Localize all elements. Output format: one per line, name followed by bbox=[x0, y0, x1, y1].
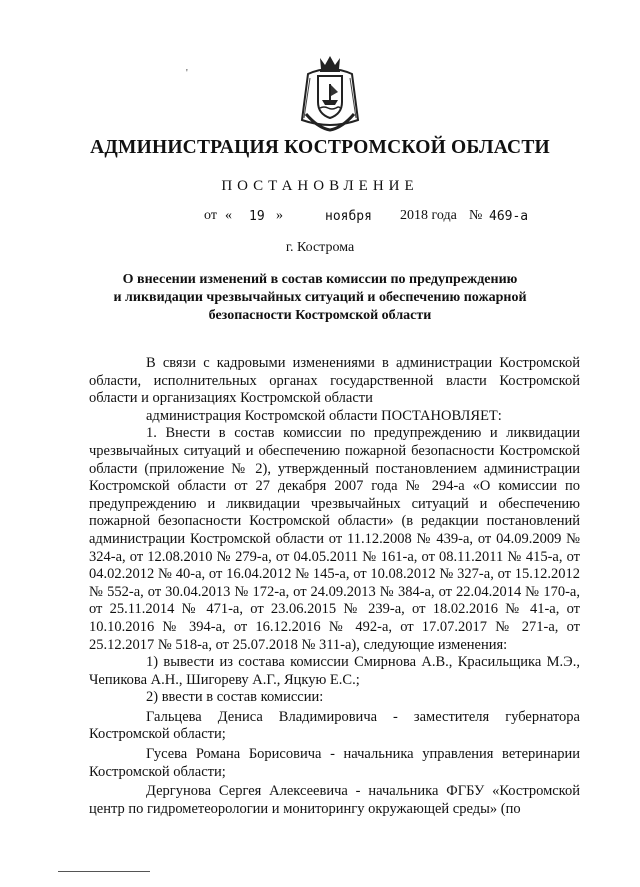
date-month: ноября bbox=[325, 209, 372, 224]
paragraph-member: Гальцева Дениса Владимировича - заместителя губернатора Костромской области; bbox=[89, 708, 580, 743]
paragraph-item-1: 1. Внести в состав комиссии по предупреждению и ликвидации чрезвычайных ситуаций и обеспечению пожарной безопасности Костромской области (приложение № 2), утвержденный постановлением администрации Костромской области от 27 декабря 2007 года № 294-а «О комиссии по предупреждению и ликвидации чрезвычайных ситуаций и обеспечению пожарной безопасности Костромской области» (в редакции постановлений администрации Костромской области от 11.12.2008 № 439-а, от 04.09.2009 № 324-а, от 12.08.2010 № 279-а, от 04.05.2011 № 161-а, от 08.11.2011 № 415-а, от 04.02.2012 № 40-а, от 16.04.2012 № 145-а, от 10.08.2012 № 327-а, от 15.12.2012 № 552-а, от 30.04.2013 № 172-а, от 24.09.2013 № 384-а, от 22.04.2014 № 170-а, от 25.11.2014 № 471-а, от 23.06.2015 № 239-а, от 18.02.2016 № 41-а, от 10.10.2016 № 394-а, от 16.12.2016 № 492-а, от 17.07.2017 № 271-а, от 25.12.2017 № 518-а, от 25.07.2018 № 311-а), следующие изменения: bbox=[89, 425, 580, 653]
scan-mark: ' bbox=[186, 68, 188, 79]
paragraph-member: Дергунова Сергея Алексеевича - начальника ФГБУ «Костромской центр по гидрометеорологии и мониторингу окружающей среды» (по bbox=[89, 783, 580, 817]
paragraph-resolves: администрация Костромской области ПОСТАНОВЛЯЕТ: bbox=[146, 407, 502, 424]
paragraph-member: Гусева Романа Борисовича - начальника управления ветеринарии Костромской области; bbox=[89, 746, 580, 780]
date-day: 19 bbox=[249, 209, 265, 224]
heading-line: безопасности Костромской области bbox=[208, 308, 432, 323]
number-sign: № bbox=[469, 208, 483, 223]
document-type: ПОСТАНОВЛЕНИЕ bbox=[221, 178, 419, 194]
date-open-quote: « bbox=[225, 208, 232, 223]
date-prefix: от bbox=[204, 208, 217, 223]
heading-line: О внесении изменений в состав комиссии по предупреждению bbox=[122, 272, 518, 287]
heading-line: и ликвидации чрезвычайных ситуаций и обеспечению пожарной bbox=[113, 290, 527, 305]
document-number: 469-а bbox=[489, 209, 529, 224]
coat-of-arms-icon bbox=[298, 54, 362, 132]
paragraph-remove-members: 1) вывести из состава комиссии Смирнова А.В., Красильщика М.Э., Чепикова А.Н., Шигореву А.Г., Яцкую Е.С.; bbox=[89, 654, 580, 688]
footer-divider bbox=[58, 871, 150, 872]
document-heading bbox=[80, 271, 560, 325]
city: г. Кострома bbox=[285, 240, 355, 255]
paragraph-add-members: 2) ввести в состав комиссии: bbox=[146, 689, 324, 706]
date-close-quote: » bbox=[276, 208, 283, 223]
date-year: 2018 года bbox=[400, 208, 457, 223]
paragraph-intro: В связи с кадровыми изменениями в администрации Костромской области, исполнительных органах государственной власти Костромской области и организациях Костромской области bbox=[89, 355, 580, 407]
organization-title: АДМИНИСТРАЦИЯ КОСТРОМСКОЙ ОБЛАСТИ bbox=[90, 137, 550, 158]
document-body bbox=[89, 355, 580, 818]
